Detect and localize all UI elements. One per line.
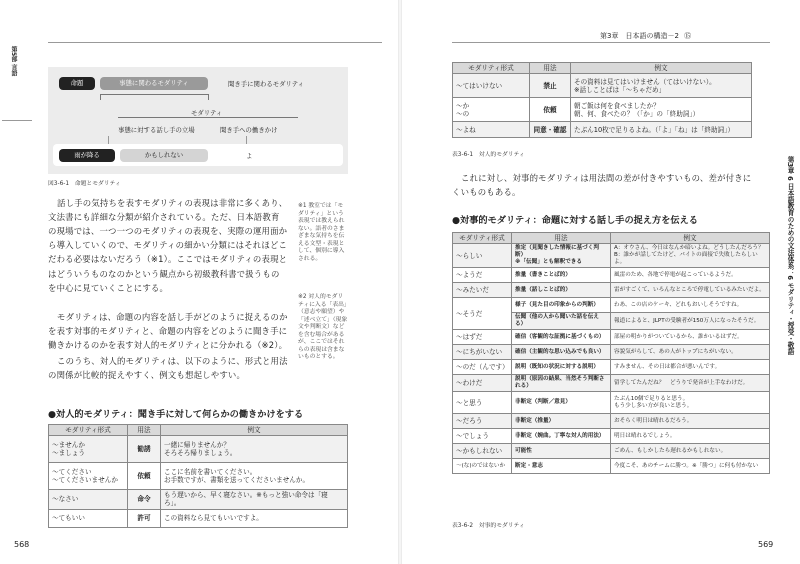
col-header-form: モダリティ形式 [49,425,128,436]
listener-action-label: 聞き手への働きかけ [220,126,278,134]
interpersonal-modality-table-cont: モダリティ形式 用法 例文 〜てはいけない 禁止 その資料は見てはいけません（てはいけない）。 ※話しことばは「〜ちゃだめ」 〜か 〜の 依頼 朝ご飯は何を食べましたか？ 朝、何、食べたの？（「か」の「終助詞」） 〜よね 同意・確認 たぶん10枚で足りるよね。（「よ」「ね」は「終助詞」） [452,62,752,138]
table-row: 〜(な)のではないか 断定・意志 今度こそ、あのチームに勝つ。※「勝つ」に何も付かない [453,459,770,474]
right-page-number: 569 [758,540,774,549]
table-row: 〜なさい 命令 もう遅いから、早く寝なさい。※もっと強い命令は「寝ろ」。 [49,490,348,509]
right-header: 第3章 日本語の構造－2 ⑮ [600,32,692,40]
table-row: 〜わけだ 説明（原因の結果、当然そう判断される） 留学してたんだね？ どうりで発音が上手なわけだ。 [453,375,770,392]
speaker-stance-label: 事態に対する話し手の立場 [118,126,195,134]
proposition-box: 命題 [59,77,95,90]
table-row: 〜らしい 推定（見聞きした情報に基づく判断） ※「伝聞」とも解釈できる A：オウさん、今日はなんか暗いよね。どうしたんだろう？ B：誰かが話してたけど、バイトの面接で失敗したらしいよ。 [453,244,770,268]
table-row: 〜と思う 非断定（判断／意見） たぶん10個で足りると思う。 もう少し多い方が良いと思う。 [453,392,770,414]
col-header-example: 例文 [161,425,348,436]
left-paragraph-1: 話し手の気持ちを表すモダリティの表現は非常に多くあり、文法書にも詳細な分類が紹介されている。ただ、日本語教育の現場では、一つ一つのモダリティの表現を、実際の運用面から導入していくので、モダリティの細かい分類にはそれほどこだわる必要はないだろう（※1）。ここではモダリティの表現とはどういうものなのかという観点から初級教科書で扱うものを中心に見ていくことにする。 [48,198,288,293]
left-paragraph-3: このうち、対人的モダリティは、以下のように、形式と用法の関係が比較的捉えやすく、例文も想起しやすい。 [48,356,288,381]
left-side-tab: 第5部 言語 [10,46,17,77]
table-row: 〜のだ（んです） 説明（既知の状況に対する説明） すみません、その日は都合が悪いんです。 [453,360,770,375]
right-paragraph: これに対し、対事的モダリティは用法間の差が付きやすいもの、差が付きにくいものもある。 [452,173,752,198]
col-header-usage: 用法 [128,425,161,436]
table-row: 〜そうだ 様子（見た目の印象からの判断） わあ、この店のケーキ、どれもおいしそうですね。 [453,298,770,313]
note-2: ※2 対人的モダリティに入る「表出」（意志や願望）や「述べ立て」（現象文や判断文）などを含む場合があるが、ここではそれらの表現は含まないものとする。 [298,294,348,361]
rain-box: 雨が降る [59,149,115,162]
modality-diagram [48,67,348,174]
table-row: 〜か 〜の 依頼 朝ご飯は何を食べましたか？ 朝、何、食べたの？（「か」の「終助詞」） [453,98,752,122]
maybe-box: かもしれない [120,149,208,162]
table-row: 〜よね 同意・確認 たぶん10枚で足りるよね。（「よ」「ね」は「終助詞」） [453,122,752,138]
table-row: 〜てはいけない 禁止 その資料は見てはいけません（てはいけない）。 ※話しことばは「〜ちゃだめ」 [453,74,752,98]
table-row: 〜ませんか 〜ましょう 勧誘 一緒に帰りませんか？ そろそろ帰りましょう。 [49,436,348,463]
table-row: 〜ようだ 推量（書きことば的） 風雷のため、各地で停電が起こっているようだ。 [453,268,770,283]
interpersonal-modality-table [48,424,348,528]
table-row: 〜てもいい 許可 この資料なら見てもいいですよ。 [49,509,348,527]
table2-caption: 表3-6-2 対事的モダリティ [452,523,525,529]
table-row: 伝聞（他の人から聞いた話を伝える） 報道によると、JLPTの受験者が150万人になったそうだ。 [453,313,770,330]
table-row: 〜かもしれない 可能性 ごめん、もしかしたら遅れるかもしれない。 [453,444,770,459]
left-paragraph-2: モダリティは、命題の内容を話し手がどのように捉えるのかを表す対事的モダリティと、命題の内容をどのように聞き手に働きかけるのかを表す対人的モダリティとに分かれる（※2）。 [48,312,288,351]
yo-label: よ [246,152,253,160]
listener-modality-label: 聞き手に関わるモダリティ [228,80,305,88]
page-mark-icon: ⑮ [684,32,692,40]
table-row: 〜にちがいない 確信（主観的な思い込みでも良い） 容貌気がらして、あの人がトップにちがいない。 [453,345,770,360]
table-row: 〜みたいだ 推量（話しことば的） 雷がすごくて、いろんなところで停電しているみたいだよ。 [453,283,770,298]
table-row: 〜でしょう 非断定（婉曲。丁寧な対人的用法） 明日は晴れるでしょう。 [453,429,770,444]
left-section-title: ●対人的モダリティ：聞き手に対して何らかの働きかけをする [48,409,304,420]
right-section-title: ●対事的モダリティ：命題に対する話し手の捉え方を伝える [452,215,698,226]
table-row: 〜てください 〜てくださいませんか 依頼 ここに名前を書いてください。 お手数ですが、書類を送ってくださいませんか。 [49,463,348,490]
modality-label: モダリティ [191,109,223,117]
event-modality-box: 事態に関わるモダリティ [100,77,208,90]
figure-caption: 図3-6-1 命題とモダリティ [48,181,121,187]
table-row: 〜だろう 非断定（推量） おそらく明日は晴れるだろう。 [453,414,770,429]
left-page-number: 568 [14,540,30,549]
note-1: ※1 教室では「モダリティ」という表現では教えられない。語者のさまざまな気持ちを伝える文型・表現として、個別に導入される。 [298,203,345,262]
table-row: 〜はずだ 確信（客観的な証拠に基づくもの） 部屋の明かりがついているから、誰かいるはずだ。 [453,330,770,345]
event-modality-table: モダリティ形式 用法 例文 〜らしい 推定（見聞きした情報に基づく判断） ※「伝聞」とも解釈できる A：オウさん、今日はなんか暗いよね。どうしたんだろう？ B：誰かが話してたけど、バイトの面接で失敗したらしいよ。 〜ようだ 推量（書きことば的） 風雷のため、各地で停電が起こっているようだ。 〜みたいだ 推量（話しことば的） 雷がすごくて、いろんなところで停電しているみたいだよ。 〜そうだ 様子（見た目の印象からの判断） わあ、この店のケーキ、どれもおいしそうですね。 伝聞（他の人から聞いた話を伝える） 報道によると、JLPTの受験者が150万人になったそうだ。 〜はずだ 確信（客観的な証拠に基づくもの） 部屋の明かりがついているから、誰かいるはずだ。 〜にちがいない 確信（主観的な思い込みでも良い） 容貌気がらして、あの人がトップにちがいない。 〜のだ（んです） 説明（既知の状況に対する説明） すみません、その日は都合が悪いんです。 〜わけだ 説明（原因の結果、当然そう判断される） 留学してたんだね？ どうりで発音が上手なわけだ。 〜と思う 非断定（判断／意見） たぶん10個で足りると思う。 もう少し多い方が良いと思う。 〜だろう 非断定（推量） おそらく明日は晴れるだろう。 〜でしょう 非断定（婉曲。丁寧な対人的用法） 明日は晴れるでしょう。 〜かもしれない 可能性 ごめん、もしかしたら遅れるかもしれない。 〜(な)のではないか 断定・意志 今度こそ、あのチームに勝つ。※「勝つ」に何も付かない [452,232,770,474]
right-side-tab: 第3章 6 日本語教育のための文法体系：6 モダリティ・授受・敬語 [786,156,794,355]
table1-caption: 表3-6-1 対人的モダリティ [452,152,525,158]
